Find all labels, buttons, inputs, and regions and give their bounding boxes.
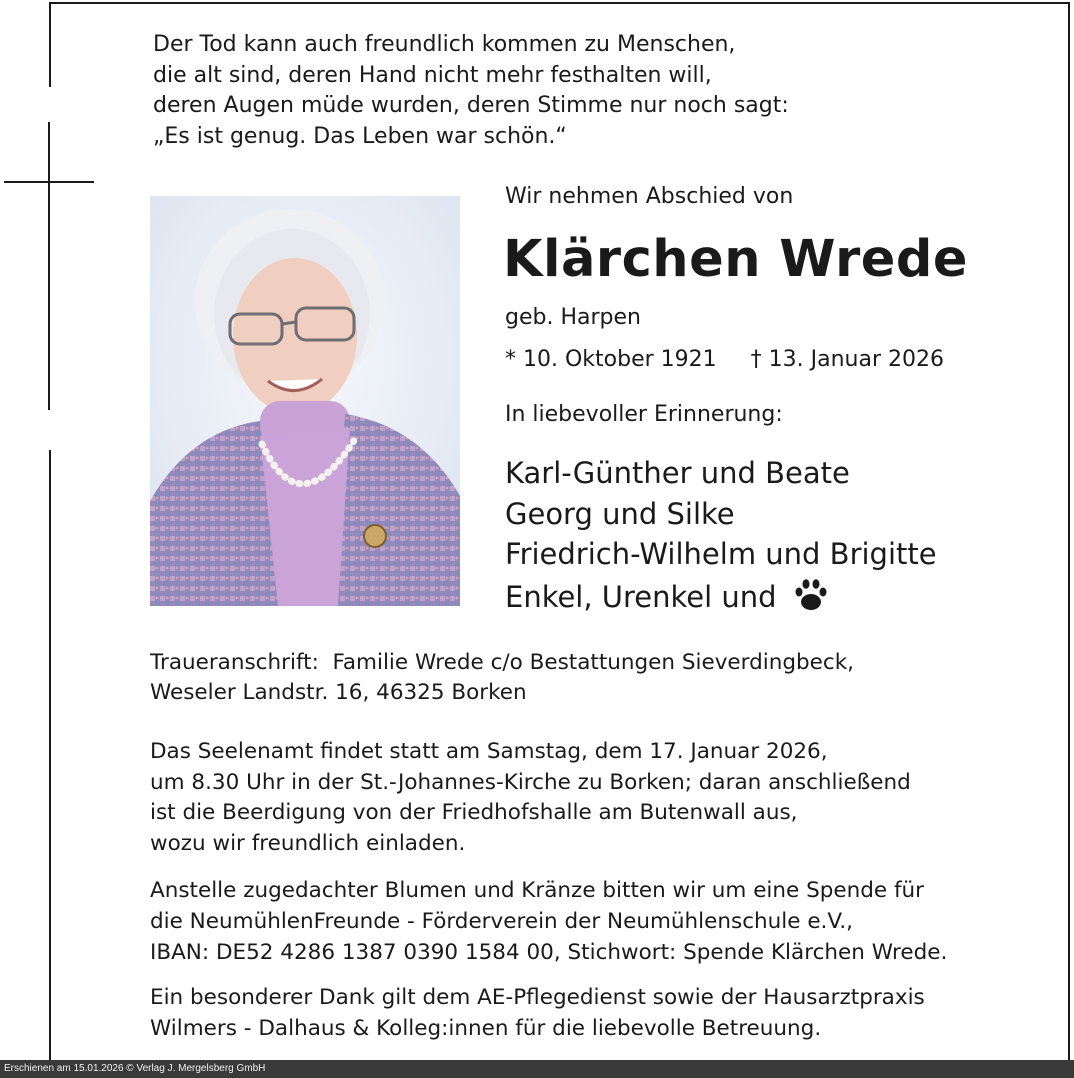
- verse-line: die alt sind, deren Hand nicht mehr festhalten will,: [153, 62, 712, 88]
- publication-footer: Erschienen am 15.01.2026 © Verlag J. Mergelsberg GmbH: [0, 1060, 1074, 1078]
- frame-left-line-bottom: [49, 450, 51, 1060]
- mourning-address: [150, 648, 854, 708]
- opening-verse: [153, 30, 789, 152]
- donation-info: [150, 875, 947, 968]
- life-dates: [505, 347, 944, 372]
- thanks-line: Wilmers - Dalhaus & Kolleg:innen für die liebevolle Betreuung.: [150, 1016, 822, 1041]
- donation-line: Anstelle zugedachter Blumen und Kränze bitten wir um eine Spende für: [150, 878, 924, 903]
- paw-print-icon: [791, 575, 829, 613]
- cross-icon-vertical: [48, 122, 50, 410]
- deceased-name: Klärchen Wrede: [503, 230, 968, 289]
- family-list: [505, 453, 937, 617]
- service-line: wozu wir freundlich einladen.: [150, 830, 466, 856]
- frame-top-line: [50, 2, 1070, 4]
- verse-line: Der Tod kann auch freundlich kommen zu Menschen,: [153, 32, 736, 57]
- family-line: Karl-Günther und Beate: [505, 456, 850, 490]
- death-date: † 13. Januar 2026: [750, 347, 944, 372]
- family-line: Enkel, Urenkel und: [505, 579, 777, 614]
- frame-right-line: [1068, 2, 1070, 1060]
- farewell-intro: Wir nehmen Abschied von: [505, 184, 794, 209]
- maiden-name: geb. Harpen: [505, 305, 641, 330]
- family-line-last: [505, 575, 937, 618]
- thanks-note: [150, 982, 925, 1044]
- frame-left-line-top: [49, 2, 51, 87]
- service-info: [150, 737, 911, 859]
- donation-line: die NeumühlenFreunde - Förderverein der Neumühlenschule e.V.,: [150, 909, 853, 934]
- service-line: Das Seelenamt findet statt am Samstag, dem 17. Januar 2026,: [150, 739, 828, 764]
- birth-date: * 10. Oktober 1921: [505, 347, 717, 372]
- portrait-photo: [150, 196, 460, 606]
- thanks-line: Ein besonderer Dank gilt dem AE-Pflegedienst sowie der Hausarztpraxis: [150, 985, 925, 1010]
- donation-line: IBAN: DE52 4286 1387 0390 1584 00, Stichwort: Spende Klärchen Wrede.: [150, 940, 948, 965]
- family-line: Friedrich-Wilhelm und Brigitte: [505, 537, 937, 571]
- service-line: ist die Beerdigung von der Friedhofshalle am Butenwall aus,: [150, 800, 798, 825]
- family-line: Georg und Silke: [505, 496, 735, 531]
- address-line: Traueranschrift: Familie Wrede c/o Bestattungen Sieverdingbeck,: [150, 650, 854, 675]
- address-line: Weseler Landstr. 16, 46325 Borken: [150, 680, 527, 705]
- memory-intro: In liebevoller Erinnerung:: [505, 402, 783, 427]
- verse-line: „Es ist genug. Das Leben war schön.“: [153, 123, 567, 149]
- cross-icon-horizontal: [4, 181, 94, 183]
- service-line: um 8.30 Uhr in der St.-Johannes-Kirche zu Borken; daran anschließend: [150, 769, 911, 795]
- verse-line: deren Augen müde wurden, deren Stimme nur noch sagt:: [153, 93, 789, 118]
